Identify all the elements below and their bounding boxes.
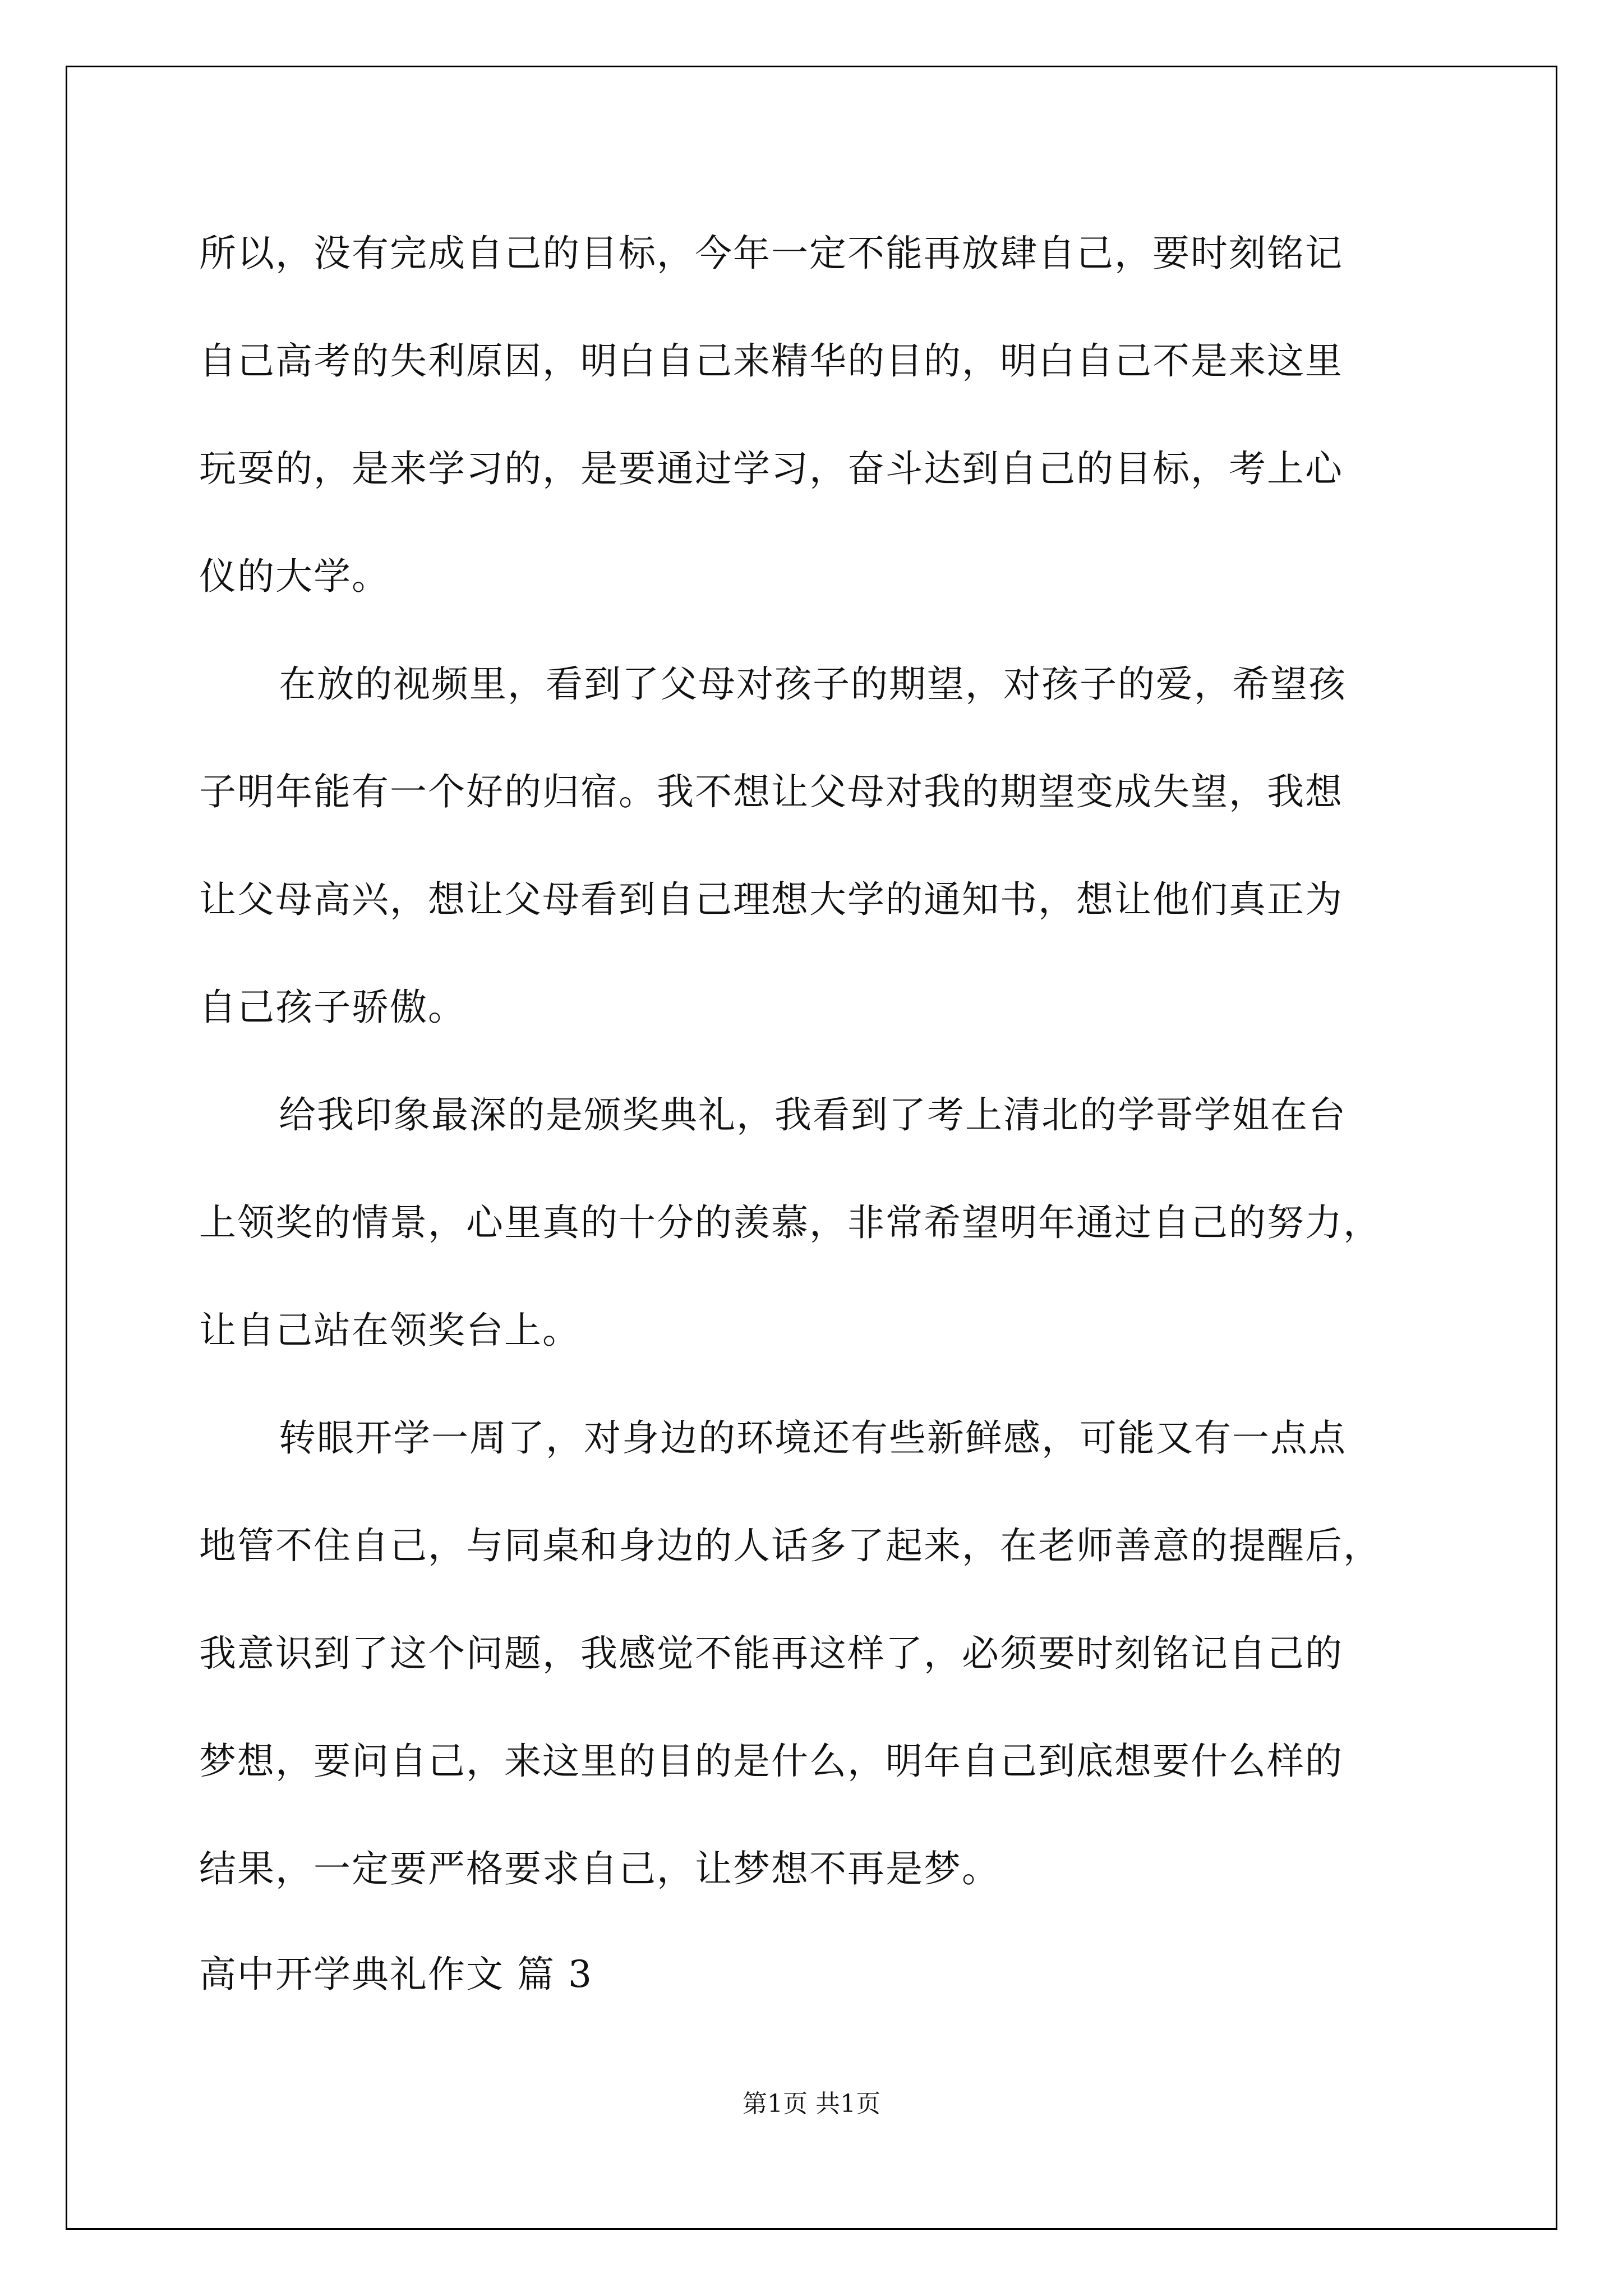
- text-line: 给我印象最深的是颁奖典礼，我看到了考上清北的学哥学姐在台: [279, 1093, 1347, 1137]
- text-line: 梦想，要问自己，来这里的目的是什么，明年自己到底想要什么样的: [199, 1740, 1343, 1783]
- text-line: 所以，没有完成自己的目标，今年一定不能再放肆自己，要时刻铭记: [199, 232, 1343, 275]
- text-line: 自己孩子骄傲。: [199, 986, 466, 1029]
- text-line: 我意识到了这个问题，我感觉不能再这样了，必须要时刻铭记自己的: [199, 1632, 1343, 1675]
- text-line: 让自己站在领奖台上。: [199, 1309, 580, 1352]
- text-line: 上领奖的情景，心里真的十分的羡慕，非常希望明年通过自己的努力，: [199, 1201, 1381, 1244]
- text-line: 地管不住自己，与同桌和身边的人话多了起来，在老师善意的提醒后，: [199, 1524, 1381, 1567]
- text-line: 结果，一定要严格要求自己，让梦想不再是梦。: [199, 1847, 1000, 1890]
- section-heading: 高中开学典礼作文 篇 3: [199, 1953, 593, 1996]
- text-line: 仪的大学。: [199, 555, 390, 598]
- text-line: 玩耍的，是来学习的，是要通过学习，奋斗达到自己的目标，考上心: [199, 447, 1343, 490]
- text-line: 子明年能有一个好的归宿。我不想让父母对我的期望变成失望，我想: [199, 770, 1343, 813]
- text-line: 转眼开学一周了，对身边的环境还有些新鲜感，可能又有一点点: [279, 1416, 1347, 1460]
- text-line: 自己高考的失利原因，明白自己来精华的目的，明白自己不是来这里: [199, 339, 1343, 383]
- page-footer: 第1页 共1页: [743, 2090, 880, 2118]
- page-border: [66, 66, 1557, 2230]
- text-line: 让父母高兴，想让父母看到自己理想大学的通知书，想让他们真正为: [199, 878, 1343, 921]
- text-line: 在放的视频里，看到了父母对孩子的期望，对孩子的爱，希望孩: [279, 662, 1347, 706]
